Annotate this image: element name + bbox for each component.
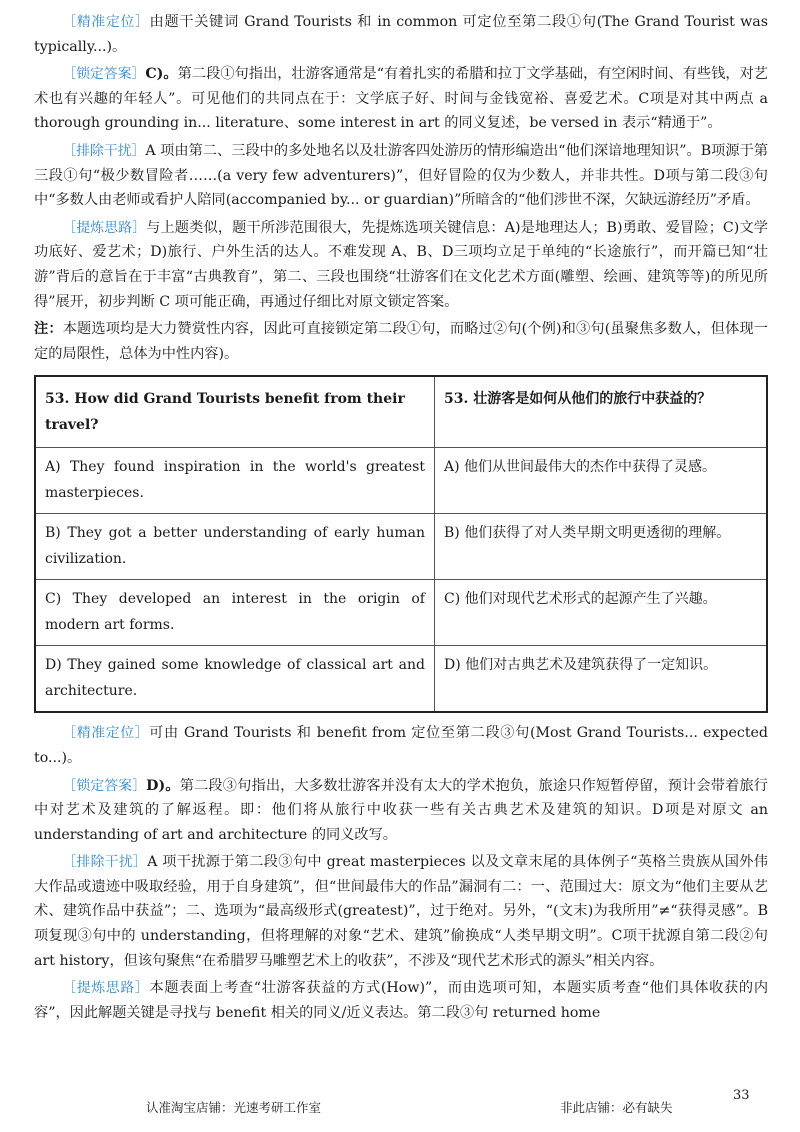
section-tag: ［提炼思路］ bbox=[62, 219, 147, 236]
page-footer bbox=[0, 1088, 800, 1122]
section-tag: ［锁定答案］ bbox=[62, 777, 147, 794]
paragraph-idea-52 bbox=[34, 216, 768, 314]
section-tag: ［排除干扰］ bbox=[62, 854, 148, 871]
paragraph-answer-52 bbox=[34, 62, 768, 136]
footer-shop-note: 认准淘宝店铺：光速考研工作室 bbox=[146, 1100, 322, 1115]
paragraph-answer-53 bbox=[34, 774, 768, 848]
option-d-zh: D) 他们对古典艺术及建筑获得了一定知识。 bbox=[435, 646, 768, 713]
section-tag: ［锁定答案］ bbox=[62, 66, 146, 83]
section-tag: ［精准定位］ bbox=[62, 725, 150, 742]
table-row bbox=[35, 646, 767, 713]
option-d-en: D) They gained some knowledge of classical art and architecture. bbox=[35, 646, 435, 713]
paragraph-text: 本题表面上考查“壮游客获益的方式(How)”，而由选项可知，本题实质考查“他们具体收获的内容”，因此解题关键是寻找与 benefit 相关的同义/近义表达。第二段③句 returned home bbox=[34, 980, 769, 1021]
option-c-en: C) They developed an interest in the origin of modern art forms. bbox=[35, 580, 435, 646]
section-tag: ［提炼思路］ bbox=[62, 980, 150, 997]
table-row bbox=[35, 448, 767, 514]
option-a-en: A) They found inspiration in the world's greatest masterpieces. bbox=[35, 448, 435, 514]
paragraph-text: 可由 Grand Tourists 和 benefit from 定位至第二段③句(Most Grand Tourists... expected to...)。 bbox=[34, 725, 768, 766]
paragraph-text: A 项由第二、三段中的多处地名以及壮游客四处游历的情形编造出“他们深谙地理知识”。B项源于第三段①句“极少数冒险者……(a very few adventurers)”，但好冒险的仅为少数人，并非共性。D项与第二段③句中“多数人由老师或看护人陪同(accompanied by... or guardian)”所暗含的“他们涉世不深，欠缺远游经历”矛盾。 bbox=[34, 142, 769, 209]
table-header-row bbox=[35, 376, 767, 448]
paragraph-locate-52 bbox=[34, 10, 768, 59]
paragraph-note-52 bbox=[34, 317, 768, 366]
answer-letter: C)。 bbox=[145, 66, 178, 83]
answer-letter: D)。 bbox=[146, 777, 180, 794]
section-tag: ［排除干扰］ bbox=[62, 142, 146, 159]
option-b-en: B) They got a better understanding of early human civilization. bbox=[35, 514, 435, 580]
paragraph-text: 本题选项均是大力赞赏性内容，因此可直接锁定第二段①句，而略过②句(个例)和③句(虽聚焦多数人，但体现一定的局限性，总体为中性内容)。 bbox=[34, 321, 768, 362]
question-en: 53. How did Grand Tourists benefit from their travel? bbox=[35, 376, 435, 448]
page-content bbox=[34, 10, 768, 1028]
paragraph-exclude-53 bbox=[34, 850, 768, 973]
footer-warning: 非此店铺：必有缺失 bbox=[560, 1100, 673, 1115]
question-zh: 53. 壮游客是如何从他们的旅行中获益的？ bbox=[435, 376, 768, 448]
paragraph-text: 由题干关键词 Grand Tourists 和 in common 可定位至第二段①句(The Grand Tourist was typically...)。 bbox=[34, 14, 768, 55]
paragraph-text: A 项干扰源于第二段③句中 great masterpieces 以及文章末尾的具体例子“英格兰贵族从国外伟大作品或遗迹中吸取经验，用于自身建筑”，但“世间最伟大的作品”漏洞有二：一、范围过大：原文为“他们主要从艺术、建筑作品中获益”；二、选项为“最高级形式(greatest)”，过于绝对。另外，“(文末)为我所用”≠“获得灵感”。B项复现③句中的 understanding，但将理解的对象“艺术、建筑”偷换成“人类早期文明”。C项干扰源自第二段②句 art history，但该句聚焦“在希腊罗马雕塑艺术上的收获”，不涉及“现代艺术形式的源头”相关内容。 bbox=[34, 854, 768, 969]
option-b-zh: B) 他们获得了对人类早期文明更透彻的理解。 bbox=[435, 514, 768, 580]
paragraph-locate-53 bbox=[34, 721, 768, 770]
note-label: 注： bbox=[34, 321, 63, 338]
option-a-zh: A) 他们从世间最伟大的杰作中获得了灵感。 bbox=[435, 448, 768, 514]
table-row bbox=[35, 580, 767, 646]
table-row bbox=[35, 514, 767, 580]
paragraph-text: 与上题类似，题干所涉范围很大，先提炼选项关键信息：A)是地理达人；B)勇敢、爱冒险；C)文学功底好、爱艺术；D)旅行、户外生活的达人。不难发现 A、B、D三项均立足于单纯的“长途旅行”，而开篇已知“壮游”背后的意旨在于丰富“古典教育”，第二、三段也围绕“壮游客们在文化艺术方面(雕塑、绘画、建筑等等)的所见所得”展开，初步判断 C 项可能正确，再通过仔细比对原文锁定答案。 bbox=[34, 219, 768, 310]
paragraph-text: 第二段③句指出，大多数壮游客并没有太大的学术抱负，旅途只作短暂停留，预计会带着旅行中对艺术及建筑的了解返程。即：他们将从旅行中收获一些有关古典艺术及建筑的知识。D项是对原文 an understanding of art and architecture 的同义改写。 bbox=[34, 777, 768, 843]
paragraph-text: 第二段①句指出，壮游客通常是“有着扎实的希腊和拉丁文学基础，有空闲时间、有些钱，对艺术也有兴趣的年轻人”。可见他们的共同点在于：文学底子好、时间与金钱宽裕、喜爱艺术。C项是对其中两点 a thorough grounding in... literature、some interest in art 的同义复述，be versed in 表示“精通于”。 bbox=[34, 66, 768, 132]
paragraph-exclude-52 bbox=[34, 139, 768, 213]
option-c-zh: C) 他们对现代艺术形式的起源产生了兴趣。 bbox=[435, 580, 768, 646]
section-tag: ［精准定位］ bbox=[62, 14, 150, 30]
paragraph-idea-53 bbox=[34, 976, 768, 1025]
question-table bbox=[34, 375, 768, 713]
page-number: 33 bbox=[733, 1088, 750, 1103]
